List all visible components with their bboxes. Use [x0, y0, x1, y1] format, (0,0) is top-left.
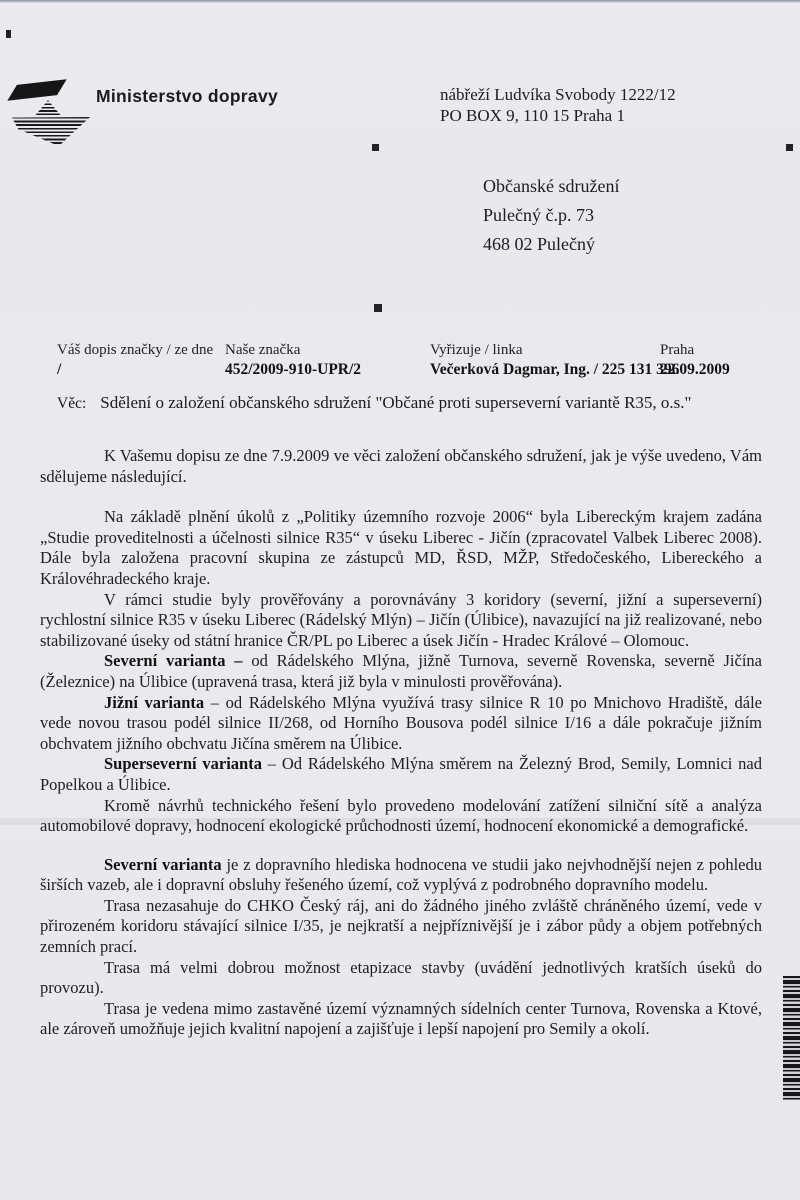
- recipient-line2: Pulečný č.p. 73: [483, 205, 594, 225]
- ref-handled-by-value: Večerková Dagmar, Ing. / 225 131 396: [430, 361, 680, 378]
- ministry-logo-icon: [8, 78, 92, 150]
- ref-place-label: Praha: [660, 342, 695, 358]
- scan-edge-artifact: [0, 0, 800, 3]
- paragraph-6: Superseverní varianta – Od Rádelského Mlýna směrem na Železný Brod, Semily, Lomnici nad Popelkou a Úlibice.: [40, 754, 762, 794]
- ref-place-date: [660, 341, 730, 379]
- paragraph-lead: Severní varianta: [104, 854, 222, 874]
- paragraph-2: Na základě plnění úkolů z „Politiky územního rozvoje 2006“ byla Libereckým krajem zadána „Studie proveditelnosti a účelnosti silnice R35“ v úseku Liberec - Jičín (zpracovatel Valbek Liberec 2008). Dále byla založena pracovní skupina ze zástupců MD, ŘSD, MŽP, Středočeského, Libereckého a Královéhradeckého kraje.: [40, 507, 762, 588]
- ref-date-value: 22.09.2009: [660, 361, 730, 378]
- paragraph-11: Trasa je vedena mimo zastavěné území významných sídelních center Turnova, Rovenska a Ktové, ale zároveň umožňuje jejich kvalitní napojení a zajišťuje i lepší napojení pro Semily a okolí.: [40, 998, 762, 1039]
- ministry-name: Ministerstvo dopravy: [96, 86, 279, 106]
- paragraph-1: K Vašemu dopisu ze dne 7.9.2009 ve věci založení občanského sdružení, jak je výše uvedeno, Vám sdělujeme následující.: [40, 446, 762, 486]
- ref-handled-by: [430, 341, 679, 379]
- ref-our-number-value: 452/2009-910-UPR/2: [225, 361, 362, 378]
- paragraph-4: Severní varianta – od Rádelského Mlýna, jižně Turnova, severně Rovenska, severně Jičína (Železnice) na Úlibice (upravená trasa, která již byla v minulosti prověřována).: [40, 651, 762, 691]
- subject-label: Věc:: [57, 395, 87, 412]
- recipient-line3: 468 02 Pulečný: [483, 234, 595, 254]
- letter-body: [40, 446, 762, 1040]
- registration-mark-icon: [374, 304, 382, 312]
- paragraph-lead: Severní varianta –: [104, 651, 243, 671]
- paragraph-8: Severní varianta je z dopravního hlediska hodnocena ve studii jako nejvhodnější nejen z pohledu širších vazeb, ale i dopravní obsluhy řešeného území, což vyplývá z podrobného dopravního modelu.: [40, 854, 762, 895]
- paragraph-3: V rámci studie byly prověřovány a porovnávány 3 koridory (severní, jižní a superseverní) rychlostní silnice R35 v úseku Liberec (Rádelský Mlýn) – Jičín (Úlibice), navazující na již realizované, nebo stabilizované úseky od státní hranice ČR/PL po Liberec a úsek Jičín - Hradec Králové – Olomouc.: [40, 589, 762, 650]
- ref-your-letter-value: /: [57, 361, 62, 378]
- sender-address: [440, 84, 676, 126]
- subject-text: Sdělení o založení občanského sdružení "Občané proti superseverní variantě R35, o.s.": [100, 393, 692, 412]
- registration-mark-icon: [6, 30, 11, 38]
- ref-handled-by-label: Vyřizuje / linka: [430, 342, 523, 358]
- recipient-line1: Občanské sdružení: [483, 176, 620, 196]
- ref-your-letter-label: Váš dopis značky / ze dne: [57, 342, 214, 358]
- paragraph-lead: Jižní varianta: [104, 692, 205, 712]
- paragraph-10: Trasa má velmi dobrou možnost etapizace stavby (uvádění jednotlivých kratších úseků do provozu).: [40, 957, 762, 998]
- barcode-icon: [783, 976, 800, 1100]
- registration-mark-icon: [786, 144, 793, 151]
- registration-mark-icon: [372, 144, 379, 151]
- ref-your-letter: [57, 341, 213, 379]
- paragraph-7: Kromě návrhů technického řešení bylo provedeno modelování zatížení silniční sítě a analýza automobilové dopravy, hodnocení ekologické průchodnosti území, hodnocení ekonomické a demografické.: [40, 795, 762, 836]
- subject-row: [57, 393, 692, 413]
- recipient-address: [483, 172, 619, 259]
- sender-address-line2: PO BOX 9, 110 15 Praha 1: [440, 106, 625, 125]
- paragraph-9: Trasa nezasahuje do CHKO Český ráj, ani do žádného jiného zvláště chráněného území, vede v přirozeném koridoru stávající silnice I/35, je nejkratší a nejpříznivější je i zábor půdy a objem potřebných zemních prací.: [40, 895, 762, 957]
- paragraph-lead: Superseverní varianta: [104, 754, 262, 774]
- logo-parallelogram-shape: [7, 79, 66, 100]
- logo-striped-triangle-shape: [34, 100, 62, 117]
- ref-our-number: [225, 341, 361, 379]
- logo-striped-hull-shape: [12, 117, 90, 146]
- ref-our-number-label: Naše značka: [225, 342, 301, 358]
- sender-address-line1: nábřeží Ludvíka Svobody 1222/12: [440, 85, 676, 104]
- paragraph-5: Jižní varianta – od Rádelského Mlýna využívá trasy silnice R 10 po Mnichovo Hradiště, dále vede novou trasou podél silnice II/268, od Horního Bousova podél silnice I/16 a dále pokračuje jižním obchvatem jižního obchvatu Jičína směrem na Úlibice.: [40, 692, 762, 753]
